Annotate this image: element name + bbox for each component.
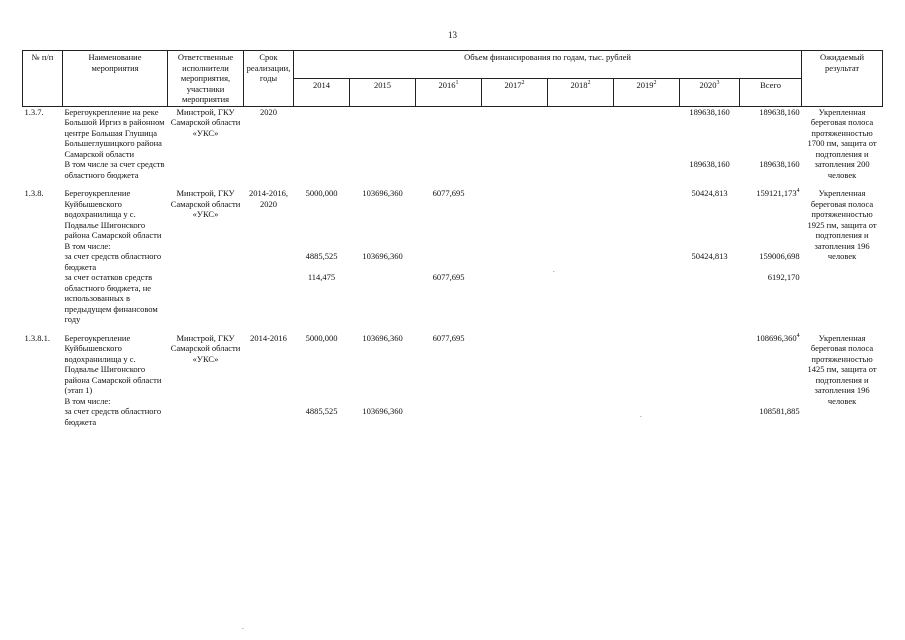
value-cell [482, 159, 548, 180]
value-cell [548, 406, 614, 427]
page-number: 13 [448, 30, 457, 40]
value-cell [614, 251, 680, 272]
sub-row [23, 396, 883, 407]
value-cell: 4885,525 [305, 251, 338, 261]
row-name: Берегоукрепление Куйбышевского водохранилища у с. Подвалье Шигонского района Самарской области (этап 1) [64, 332, 162, 395]
row-number: 1.3.8. [24, 188, 44, 198]
value-cell: 159006,698 [759, 251, 800, 261]
scan-speck: . [553, 266, 555, 274]
value-cell [680, 406, 740, 427]
value-cell [680, 396, 740, 407]
table-body [23, 106, 883, 435]
sub-row-number-empty [23, 159, 63, 180]
sub-row [23, 241, 883, 252]
value-cell [416, 396, 482, 407]
value-cell [416, 251, 482, 272]
value-cell [482, 396, 548, 407]
row-result: Укрепленная береговая полоса протяженностью 1700 пм, защита от подтопления и затопления 200 человек [807, 106, 877, 180]
value-cell: 4885,525 [305, 406, 338, 416]
value-cell [350, 159, 416, 180]
sub-row-number-empty [23, 272, 63, 325]
header-year: 2019$^2$ [614, 78, 680, 106]
value-cell: 103696,360 [362, 406, 403, 416]
value-text: 6077,695 [432, 332, 465, 343]
header-year: 2020$^3$ [680, 78, 740, 106]
footnote-mark: 4 [796, 188, 800, 195]
value-cell [416, 159, 482, 180]
value-cell [416, 333, 482, 396]
value-cell [416, 188, 482, 241]
row-term: 2020 [260, 106, 277, 117]
header-year: 2018$^2$ [548, 78, 614, 106]
sub-row [23, 159, 883, 180]
row-term: 2014-2016 [250, 332, 287, 343]
value-cell [740, 106, 802, 159]
value-cell [614, 272, 680, 325]
header-funding: Объем финансирования по годам, тыс. рублей [294, 51, 802, 79]
value-cell [294, 106, 350, 159]
value-cell [680, 241, 740, 252]
value-cell [548, 106, 614, 159]
row-responsible: Минстрой, ГКУ Самарской области «УКС» [170, 188, 241, 219]
sub-row [23, 272, 883, 325]
header-num: № п/п [23, 51, 63, 107]
value-text: 189638,160 [759, 106, 800, 117]
value-cell [680, 188, 740, 241]
sub-row [23, 251, 883, 272]
value-cell [680, 106, 740, 159]
value-cell [482, 333, 548, 396]
value-cell: 108581,885 [759, 406, 800, 416]
value-cell [614, 396, 680, 407]
value-cell [740, 396, 802, 407]
value-cell [416, 241, 482, 252]
header-name: Наименование мероприятия [63, 51, 168, 107]
value-cell [740, 188, 802, 241]
value-cell [350, 188, 416, 241]
sub-row-name: за счет средств областного бюджета [64, 406, 162, 427]
value-cell [548, 272, 614, 325]
value-cell [548, 333, 614, 396]
value-cell [416, 406, 482, 427]
sub-row-number-empty [23, 396, 63, 407]
sub-row-name: В том числе: [64, 395, 111, 406]
header-responsible: Ответственные исполнители мероприятия, участники мероприятия [168, 51, 244, 107]
value-cell [482, 251, 548, 272]
row-spacer [23, 427, 883, 435]
row-result: Укрепленная береговая полоса протяженностью 1925 пм, защита от подтопления и затопления 196 человек [807, 188, 877, 261]
value-text: 103696,360 [362, 332, 403, 343]
row-number: 1.3.7. [24, 106, 44, 117]
value-cell [614, 241, 680, 252]
value-cell: 6192,170 [767, 272, 800, 282]
value-text: 5000,000 [305, 188, 338, 198]
scan-speck: . [242, 623, 244, 631]
table-row [23, 188, 883, 241]
value-cell [548, 251, 614, 272]
row-name: Берегоукрепление Куйбышевского водохранилища у с. Подвалье Шигонского района Самарской области [64, 188, 162, 240]
row-responsible: Минстрой, ГКУ Самарской области «УКС» [170, 106, 241, 138]
value-cell [740, 333, 802, 396]
row-spacer [23, 180, 883, 188]
value-cell [680, 272, 740, 325]
value-cell [740, 241, 802, 252]
value-text: 6077,695 [432, 188, 465, 198]
value-cell [548, 241, 614, 252]
value-cell [350, 106, 416, 159]
value-text: 108696,360 [756, 332, 797, 343]
value-cell [294, 159, 350, 180]
value-cell [614, 106, 680, 159]
value-text: 189638,160 [689, 106, 730, 117]
header-year: 2017$^2$ [482, 78, 548, 106]
row-responsible: Минстрой, ГКУ Самарской области «УКС» [170, 332, 241, 364]
value-text: 159121,173 [756, 188, 797, 198]
value-cell [294, 188, 350, 241]
value-cell [294, 241, 350, 252]
value-text: 50424,813 [691, 188, 728, 198]
sub-row-name: В том числе за счет средств областного бюджета [64, 159, 165, 180]
header-row-1 [23, 51, 883, 79]
sub-row-name: за счет средств областного бюджета [64, 251, 162, 272]
value-cell: 189638,160 [759, 159, 800, 169]
value-cell: 6077,695 [432, 272, 465, 282]
value-cell [482, 188, 548, 241]
sub-row-number-empty [23, 241, 63, 252]
value-cell [614, 188, 680, 241]
value-cell [350, 241, 416, 252]
sub-row-name: В том числе: [64, 240, 111, 251]
header-year: 2014 [294, 78, 350, 106]
row-term: 2014-2016, 2020 [249, 188, 288, 209]
value-cell: 103696,360 [362, 251, 403, 261]
value-cell [680, 333, 740, 396]
sub-row-name: за счет остатков средств областного бюджета, не использованных в предыдущем финансовом году [64, 272, 158, 324]
value-text: 5000,000 [305, 332, 338, 343]
value-cell [482, 406, 548, 427]
row-number: 1.3.8.1. [24, 332, 50, 343]
value-cell [294, 396, 350, 407]
value-cell [350, 333, 416, 396]
sub-row-number-empty [23, 406, 63, 427]
footnote-mark: 4 [796, 332, 800, 339]
header-result: Ожидаемый результат [802, 51, 883, 107]
value-cell [548, 188, 614, 241]
value-cell [548, 396, 614, 407]
scan-speck: . [640, 411, 642, 419]
value-cell: 114,475 [307, 272, 336, 282]
header-year: Всего [740, 78, 802, 106]
value-cell [614, 159, 680, 180]
funding-table [22, 50, 883, 435]
value-cell [294, 333, 350, 396]
table-row [23, 106, 883, 159]
value-cell [614, 333, 680, 396]
value-cell [482, 241, 548, 252]
sub-row-number-empty [23, 251, 63, 272]
row-result: Укрепленная береговая полоса протяженностью 1425 пм, защита от подтопления и затопления 196 человек [807, 332, 877, 406]
value-cell [614, 406, 680, 427]
value-cell [482, 106, 548, 159]
header-year: 2015 [350, 78, 416, 106]
header-year: 2016$^1$ [416, 78, 482, 106]
row-spacer [23, 325, 883, 333]
header-term: Срок реализации, годы [244, 51, 294, 107]
value-cell: 50424,813 [691, 251, 728, 261]
table-row [23, 333, 883, 396]
value-cell [416, 106, 482, 159]
value-cell: 189638,160 [689, 159, 730, 169]
value-cell [548, 159, 614, 180]
row-name: Берегоукрепление на реке Большой Иргиз в районном центре Большая Глушица Большеглушицкого района Самарской области [64, 106, 165, 159]
value-cell [350, 396, 416, 407]
value-cell [482, 272, 548, 325]
sub-row [23, 406, 883, 427]
value-text: 103696,360 [362, 188, 403, 198]
value-cell [350, 272, 416, 325]
